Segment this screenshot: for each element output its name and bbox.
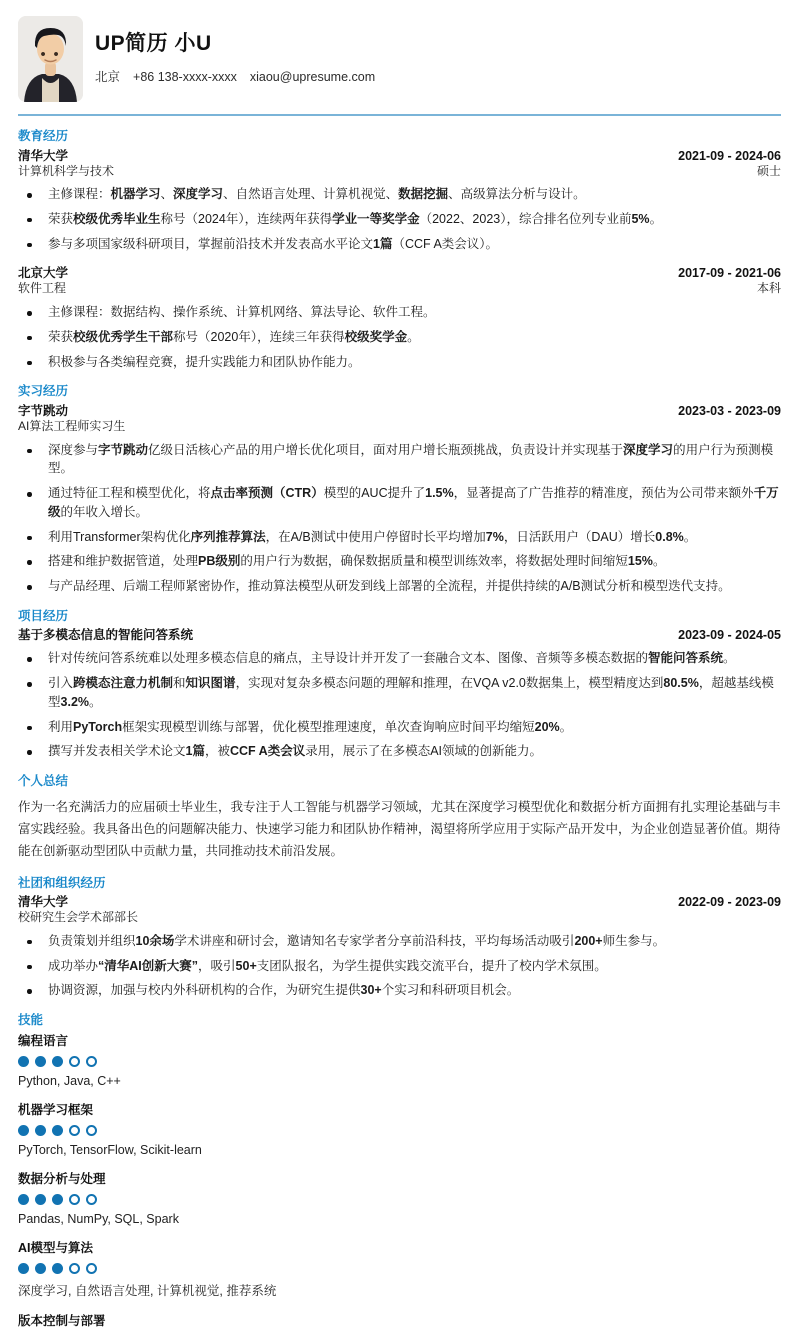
skill-dot: [86, 1263, 97, 1274]
contact-phone: +86 138-xxxx-xxxx: [133, 70, 237, 84]
bullet-item: 负责策划并组织10余场学术讲座和研讨会，邀请知名专家学者分享前沿科技，平均每场活动吸引200+师生参与。: [18, 932, 781, 951]
skill-dot: [52, 1056, 63, 1067]
skill-dot: [35, 1056, 46, 1067]
skill-item: [18, 1238, 781, 1299]
skill-name: 版本控制与部署: [18, 1313, 106, 1328]
skill-dot: [69, 1263, 80, 1274]
organization-role: 校研究生会学术部部长: [18, 910, 139, 925]
candidate-name: UP简历 小U: [95, 32, 212, 55]
contact-line: [95, 67, 388, 85]
date-range: 2023-03 - 2023-09: [678, 403, 781, 418]
skill-item: [18, 1100, 781, 1157]
skill-dot: [18, 1263, 29, 1274]
skill-dot: [35, 1125, 46, 1136]
skill-level-dots: [18, 1194, 781, 1205]
bullet-item: 主修课程：数据结构、操作系统、计算机网络、算法导论、软件工程。: [18, 303, 781, 322]
skill-dot: [35, 1194, 46, 1205]
skill-name: 机器学习框架: [18, 1102, 94, 1117]
organization-entry: [18, 892, 781, 1000]
major: 计算机科学与技术: [18, 163, 115, 178]
skill-dot: [35, 1263, 46, 1274]
major: 软件工程: [18, 281, 67, 296]
bullet-item: 积极参与各类编程竞赛，提升实践能力和团队协作能力。: [18, 353, 781, 372]
bullet-item: 协调资源，加强与校内外科研机构的合作，为研究生提供30+个实习和科研项目机会。: [18, 981, 781, 1000]
bullet-item: 主修课程：机器学习、深度学习、自然语言处理、计算机视觉、数据挖掘、高级算法分析与设计。: [18, 185, 781, 204]
skill-level-dots: [18, 1125, 781, 1136]
company-name: 字节跳动: [18, 403, 69, 418]
skill-dot: [86, 1056, 97, 1067]
skill-name: 编程语言: [18, 1033, 69, 1048]
section-title: 个人总结: [18, 774, 69, 789]
bullet-item: 与产品经理、后端工程师紧密协作，推动算法模型从研发到线上部署的全流程，并提供持续的A/B测试分析和模型迭代支持。: [18, 577, 781, 596]
bullet-item: 利用PyTorch框架实现模型训练与部署，优化模型推理速度，单次查询响应时间平均缩短20%。: [18, 718, 781, 737]
skill-item-cutoff: [18, 1311, 781, 1329]
internship-entry: [18, 401, 781, 596]
skill-item: [18, 1169, 781, 1226]
section-title: 社团和组织经历: [18, 875, 106, 890]
skill-name: AI模型与算法: [18, 1240, 94, 1255]
bullet-item: 参与多项国家级科研项目，掌握前沿技术并发表高水平论文1篇（CCF A类会议）。: [18, 235, 781, 254]
skill-name: 数据分析与处理: [18, 1171, 106, 1186]
degree: 硕士: [756, 163, 781, 178]
project-entry: [18, 625, 781, 761]
education-entry: [18, 146, 781, 254]
bullet-list: [18, 185, 781, 253]
school-name: 清华大学: [18, 148, 69, 163]
date-range: 2022-09 - 2023-09: [678, 895, 781, 910]
skill-detail: PyTorch, TensorFlow, Scikit-learn: [18, 1142, 202, 1157]
contact-location: 北京: [95, 70, 121, 84]
skill-dot: [52, 1263, 63, 1274]
skill-item: [18, 1031, 781, 1088]
profile-photo-illustration: [18, 16, 83, 102]
skill-dot: [69, 1125, 80, 1136]
skill-dot: [69, 1194, 80, 1205]
profile-photo: [18, 16, 83, 102]
section-education: [18, 129, 781, 371]
skill-dot: [18, 1056, 29, 1067]
bullet-item: 利用Transformer架构优化序列推荐算法，在A/B测试中使用户停留时长平均增加7%，日活跃用户（DAU）增长0.8%。: [18, 528, 781, 547]
bullet-item: 荣获校级优秀学生干部称号（2020年），连续三年获得校级奖学金。: [18, 328, 781, 347]
skill-dot: [86, 1125, 97, 1136]
skill-detail: 深度学习, 自然语言处理, 计算机视觉, 推荐系统: [18, 1283, 277, 1298]
skill-detail: Python, Java, C++: [18, 1073, 121, 1088]
header-divider: [18, 114, 781, 116]
project-name: 基于多模态信息的智能问答系统: [18, 628, 194, 643]
bullet-item: 搭建和维护数据管道，处理PB级别的用户行为数据，确保数据质量和模型训练效率，将数据处理时间缩短15%。: [18, 552, 781, 571]
section-title: 教育经历: [18, 129, 69, 143]
summary-paragraph: 作为一名充满活力的应届硕士毕业生，我专注于人工智能与机器学习领域，尤其在深度学习模型优化和数据分析方面拥有扎实理论基础与丰富实践经验。我具备出色的问题解决能力、快速学习能力和团队协作精神，渴望将所学应用于实际产品开发中，为企业创造显著价值。期待能在创新驱动型团队中贡献力量，共同推动技术前沿发展。: [18, 799, 781, 859]
bullet-item: 深度参与字节跳动亿级日活核心产品的用户增长优化项目，面对用户增长瓶颈挑战，负责设计并实现基于深度学习的用户行为预测模型。: [18, 441, 781, 479]
bullet-item: 成功举办“清华AI创新大赛”，吸引50+支团队报名，为学生提供实践交流平台，提升了校内学术氛围。: [18, 957, 781, 976]
section-skills: [18, 1013, 781, 1329]
skill-dot: [18, 1194, 29, 1205]
bullet-item: 引入跨模态注意力机制和知识图谱，实现对复杂多模态问题的理解和推理，在VQA v2.0数据集上，模型精度达到80.5%，超越基线模型3.2%。: [18, 674, 781, 712]
education-entry: [18, 263, 781, 371]
section-internship: [18, 384, 781, 595]
section-title: 项目经历: [18, 608, 69, 623]
bullet-list: [18, 303, 781, 371]
header-text: [95, 16, 388, 102]
skill-level-dots: [18, 1056, 781, 1067]
skill-dot: [52, 1194, 63, 1205]
date-range: 2021-09 - 2024-06: [678, 148, 781, 163]
section-title: 技能: [18, 1013, 44, 1027]
resume-header: [18, 0, 781, 102]
skill-detail: Pandas, NumPy, SQL, Spark: [18, 1211, 179, 1226]
skill-dot: [86, 1194, 97, 1205]
degree: 本科: [756, 281, 781, 296]
organization-name: 清华大学: [18, 895, 69, 910]
job-title: AI算法工程师实习生: [18, 418, 126, 433]
bullet-item: 撰写并发表相关学术论文1篇，被CCF A类会议录用，展示了在多模态AI领域的创新能力。: [18, 742, 781, 761]
bullet-item: 针对传统问答系统难以处理多模态信息的痛点，主导设计并开发了一套融合文本、图像、音频等多模态数据的智能问答系统。: [18, 649, 781, 668]
section-project: [18, 609, 781, 761]
section-title: 实习经历: [18, 384, 69, 399]
bullet-list: [18, 441, 781, 596]
section-organization: [18, 876, 781, 1000]
skill-dot: [69, 1056, 80, 1067]
skill-level-dots: [18, 1263, 781, 1274]
date-range: 2023-09 - 2024-05: [678, 628, 781, 643]
bullet-list: [18, 932, 781, 1000]
contact-email: xiaou@upresume.com: [249, 70, 376, 84]
skill-dot: [18, 1125, 29, 1136]
bullet-list: [18, 649, 781, 761]
bullet-item: 通过特征工程和模型优化，将点击率预测（CTR）模型的AUC提升了1.5%，显著提高了广告推荐的精准度，预估为公司带来额外千万级的年收入增长。: [18, 484, 781, 522]
date-range: 2017-09 - 2021-06: [678, 266, 781, 281]
school-name: 北京大学: [18, 266, 69, 281]
bullet-item: 荣获校级优秀毕业生称号（2024年），连续两年获得学业一等奖学金（2022、2023），综合排名位列专业前5%。: [18, 210, 781, 229]
skill-dot: [52, 1125, 63, 1136]
section-summary: [18, 774, 781, 862]
